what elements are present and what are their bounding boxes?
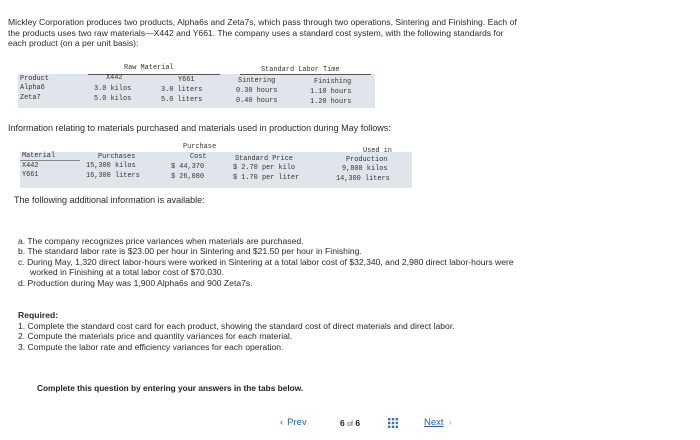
- list-item: a. The company recognizes price variances when materials are purchased.: [18, 236, 304, 246]
- col-header-product: Product: [20, 75, 49, 83]
- chevron-left-icon: ‹: [280, 417, 284, 428]
- col-header-standard-price: Standard Price: [235, 155, 293, 163]
- col-header-sintering: Sintering: [238, 77, 276, 85]
- page-indicator: [340, 418, 360, 428]
- col-header-y661: Y661: [178, 76, 195, 84]
- group-header-raw-material: Raw Material: [124, 64, 174, 72]
- required-heading: Required:: [18, 310, 59, 320]
- table-cell: Y661: [22, 171, 39, 179]
- table-cell: 16,300 liters: [86, 172, 140, 180]
- intro-paragraph: [8, 17, 692, 49]
- required-item: 2. Compute the materials price and quantity variances for each material.: [18, 331, 293, 342]
- table-cell: $ 1.70 per liter: [233, 174, 300, 182]
- table-cell: $ 26,080: [171, 173, 205, 181]
- col-header-cost: Cost: [190, 153, 207, 161]
- list-item: worked in Finishing at a total labor cost of $70,030.: [30, 267, 224, 278]
- col-header-purchase-top: Purchase: [183, 143, 217, 151]
- table-cell: $ 44,370: [171, 163, 205, 171]
- table-cell: 1.20 hours: [310, 98, 352, 106]
- standards-table: [18, 64, 375, 109]
- col-header-purchases: Purchases: [98, 153, 136, 161]
- page-of: of: [347, 421, 353, 428]
- required-item: 1. Complete the standard cost card for each product, showing the standard cost of direct materials and direct labor.: [18, 320, 455, 331]
- col-header-production: Production: [346, 156, 388, 164]
- table-cell: 5.0 kilos: [94, 95, 132, 103]
- group-header-labor-time: Standard Labor Time: [261, 66, 340, 74]
- instruction-text: Complete this question by entering your answers in the tabs below.: [37, 383, 304, 393]
- table-cell: 3.0 liters: [161, 86, 203, 94]
- grid-menu-icon[interactable]: [388, 418, 398, 428]
- table-cell: 3.0 kilos: [94, 85, 132, 93]
- total-pages: 6: [355, 418, 361, 428]
- list-item: d. Production during May was 1,900 Alpha6s and 900 Zeta7s.: [18, 277, 253, 288]
- intro-line: the products uses two raw materials—X442 and Y661. The company uses a standard cost system, with the following standards for: [8, 27, 504, 38]
- table-cell: 1.10 hours: [310, 88, 352, 96]
- table-cell: X442: [22, 162, 39, 170]
- table-cell: Zeta7: [20, 94, 41, 102]
- col-header-material: Material: [22, 152, 56, 160]
- table-cell: 0.40 hours: [236, 97, 278, 105]
- table-cell: 9,800 kilos: [342, 165, 388, 173]
- table-cell: 15,300 kilos: [86, 162, 136, 170]
- next-button[interactable]: [424, 417, 452, 428]
- required-section: [18, 310, 690, 352]
- header-underline: [20, 160, 80, 161]
- current-page: 6: [340, 418, 345, 428]
- prev-label: Prev: [287, 417, 307, 428]
- materials-table: [20, 143, 412, 188]
- table-cell: Alpha6: [20, 84, 45, 92]
- chevron-right-icon: ›: [448, 417, 452, 428]
- header-underline: [240, 74, 371, 75]
- list-item: c. During May, 1,320 direct labor-hours were worked in Sintering at a total labor cost of $32,340, and 2,980 direct labor-hours were: [18, 256, 514, 267]
- intro-line: each product (on a per unit basis):: [8, 38, 139, 49]
- additional-items: [18, 236, 690, 288]
- intro-line: Mickley Corporation produces two products, Alpha6s and Zeta7s, which pass through two operations, Sintering and Finishing. Each of: [8, 17, 517, 27]
- required-item: 3. Compute the labor rate and efficiency variances for each operation.: [18, 341, 284, 352]
- next-label: Next: [424, 417, 444, 428]
- info-line: Information relating to materials purchased and materials used in production during May follows:: [8, 123, 391, 133]
- prev-button[interactable]: [280, 417, 307, 428]
- col-header-used-in-top: Used in: [363, 147, 392, 155]
- col-header-x442: X442: [106, 74, 123, 82]
- table-cell: 0.30 hours: [236, 87, 278, 95]
- col-header-finishing: Finishing: [314, 78, 352, 86]
- list-item: b. The standard labor rate is $23.00 per hour in Sintering and $21.50 per hour in Finishing.: [18, 246, 362, 257]
- table-cell: 5.0 liters: [161, 96, 203, 104]
- table-cell: 14,300 liters: [336, 175, 390, 183]
- additional-info-line: The following additional information is available:: [14, 195, 205, 205]
- table-cell: $ 2.70 per kilo: [233, 164, 296, 172]
